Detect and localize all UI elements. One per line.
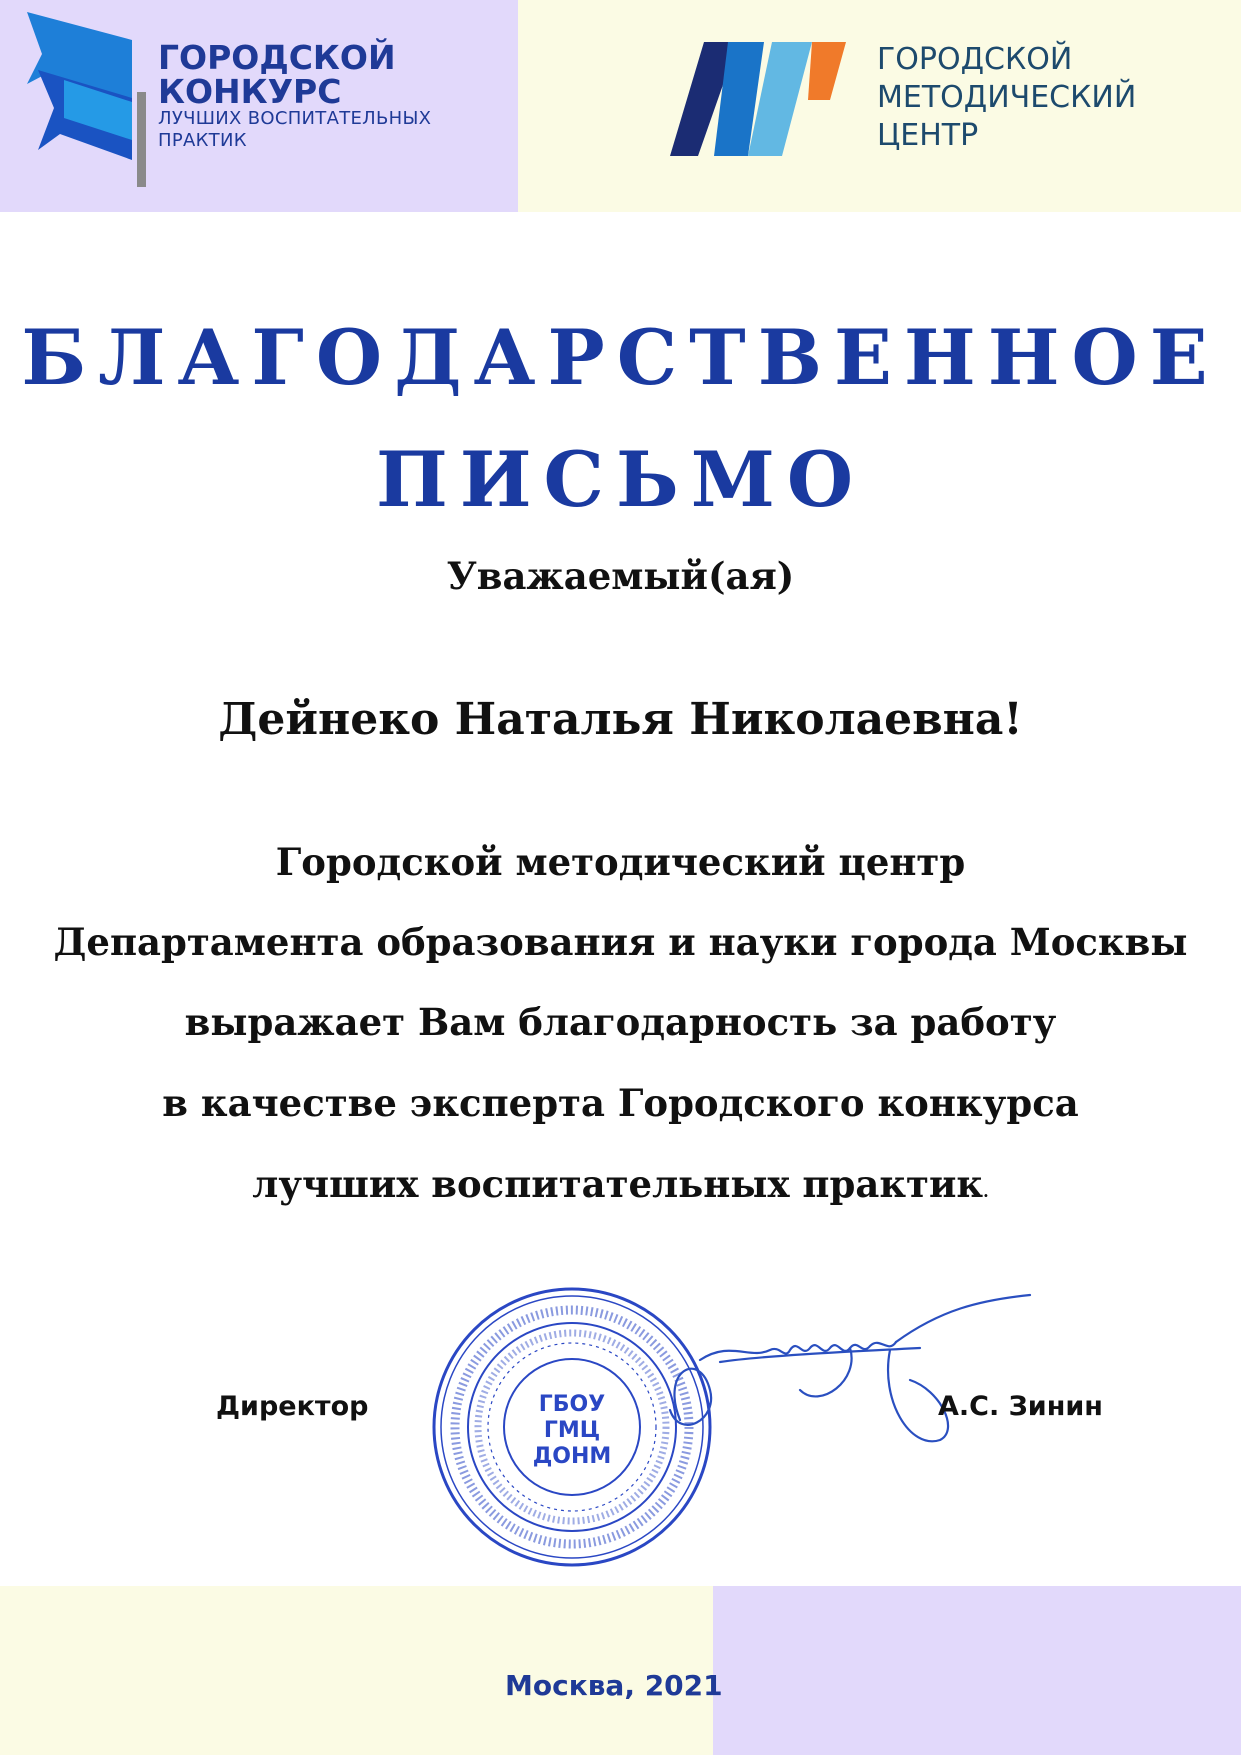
center-logo-line2: МЕТОДИЧЕСКИЙ xyxy=(877,80,1137,115)
body-line: в качестве эксперта Городского конкурса xyxy=(162,1081,1079,1125)
salutation: Уважаемый(ая) xyxy=(446,554,795,598)
center-logo-line3: ЦЕНТР xyxy=(877,118,979,153)
footer-right-panel xyxy=(713,1586,1241,1755)
footer-place-year: Москва, 2021 xyxy=(505,1669,723,1702)
body-line: Городской методический центр xyxy=(275,840,966,884)
contest-logo-line2: КОНКУРС xyxy=(158,72,342,111)
methodical-center-logo xyxy=(668,40,848,158)
body-line-text: лучших воспитательных практик xyxy=(252,1162,984,1206)
contest-flag-logo xyxy=(24,10,154,190)
contest-logo-line1: ГОРОДСКОЙ xyxy=(158,38,396,77)
handwritten-signature xyxy=(640,1290,1040,1460)
body-end-mark: . xyxy=(983,1182,989,1201)
body-line: выражает Вам благодарность за работу xyxy=(184,1000,1057,1044)
document-title-line2: ПИСЬМО xyxy=(375,435,866,524)
body-line-last xyxy=(0,1162,1241,1206)
document-title-line1: БЛАГОДАРСТВЕННОЕ xyxy=(21,313,1220,402)
stamp-center-line3: ДОНМ xyxy=(532,1444,612,1469)
stamp-center-line2: ГМЦ xyxy=(543,1418,601,1443)
stamp-center-line1: ГБОУ xyxy=(538,1392,606,1417)
recipient-name: Дейнеко Наталья Николаевна! xyxy=(218,694,1023,745)
director-position: Директор xyxy=(216,1391,369,1422)
director-name: А.С. Зинин xyxy=(938,1391,1103,1422)
center-logo-line1: ГОРОДСКОЙ xyxy=(877,42,1073,77)
contest-logo-line3: ЛУЧШИХ ВОСПИТАТЕЛЬНЫХ xyxy=(158,108,432,129)
contest-logo-line4: ПРАКТИК xyxy=(158,130,247,151)
body-line: Департамента образования и науки города Москвы xyxy=(53,920,1188,964)
